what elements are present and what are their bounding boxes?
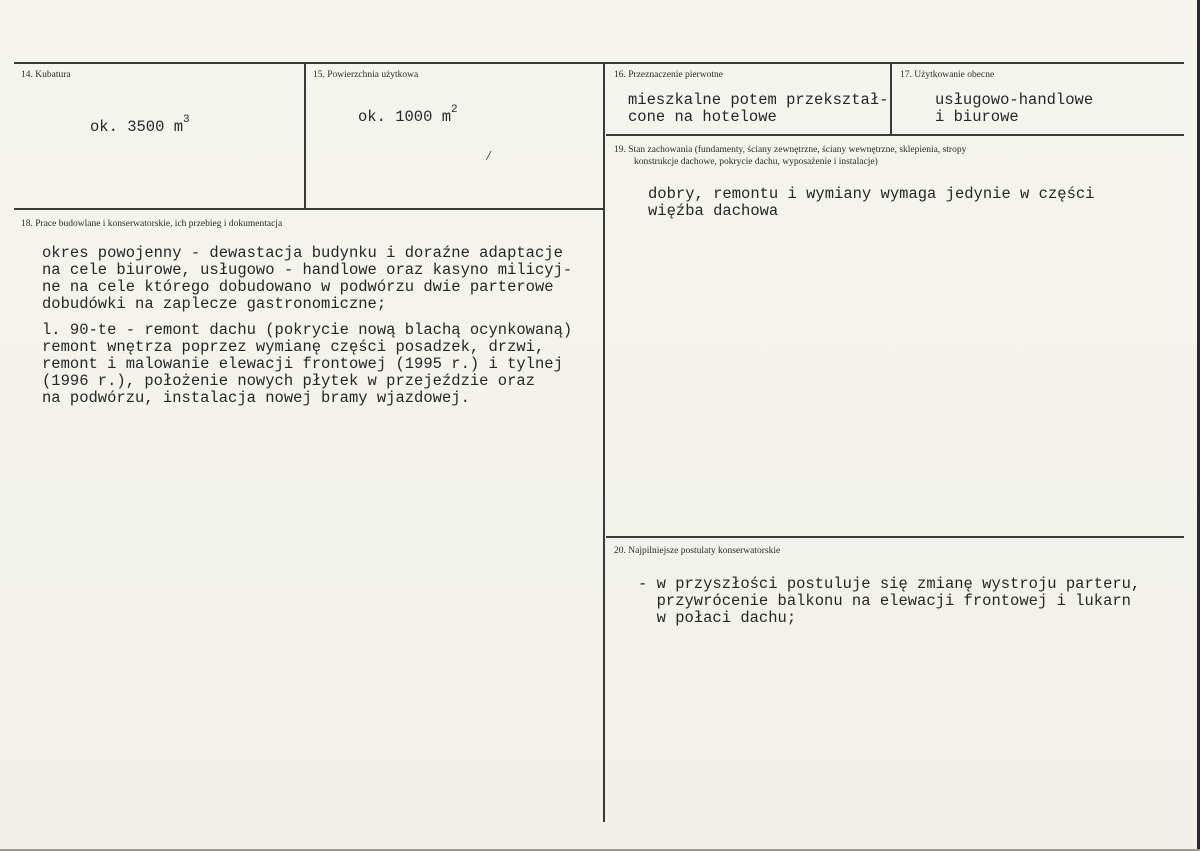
field-20-line-1: - w przyszłości postuluje się zmianę wystroju parteru, [638,575,1141,593]
field-18-para2-line-5: na podwórzu, instalacja nowej bramy wjazdowej. [42,389,470,407]
divider-16-17 [890,62,892,134]
field-14-value [90,115,190,137]
rule-above-20 [606,536,1184,538]
field-17-label: 17. Użytkowanie obecne [900,70,995,80]
field-14-unit-exponent: 3 [183,114,190,126]
field-18-label: 18. Prace budowlane i konserwatorskie, ich przebieg i dokumentacja [21,219,283,229]
field-20-line-2: przywrócenie balkonu na elewacji frontowej i lukarn [638,592,1131,610]
field-14-label: 14. Kubatura [21,70,71,80]
field-18-para2-line-3: remont i malowanie elewacji frontowej (1995 r.) i tylnej [42,355,563,373]
field-16-line-1: mieszkalne potem przekształ- [628,91,889,109]
rule-under-14-15 [14,208,604,210]
field-17-line-1: usługowo-handlowe [935,91,1094,109]
field-19-line-1: dobry, remontu i wymiany wymaga jedynie w części [648,185,1095,203]
field-19-line-2: więźba dachowa [648,202,779,220]
field-20-label: 20. Najpilniejsze postulaty konserwatorskie [614,546,781,556]
divider-14-15 [304,62,306,208]
field-14-value-text: ok. 3500 m [90,118,184,137]
field-18-para2-line-1: l. 90-te - remont dachu (pokrycie nową blachą ocynkowaną) [42,321,573,339]
field-17-line-2: i biurowe [935,108,1019,126]
field-19-label-line-1: 19. Stan zachowania (fundamenty, ściany zewnętrzne, ściany wewnętrzne, sklepienia, stropy [614,145,967,155]
field-16-line-2: cone na hotelowe [628,108,777,126]
field-18-para2-line-4: (1996 r.), położenie nowych płytek w przejeździe oraz [42,372,535,390]
field-18-para1-line-1: okres powojenny - dewastacja budynku i doraźne adaptacje [42,244,563,262]
rule-under-16-17 [606,134,1184,136]
field-18-para1-line-2: na cele biurowe, usługowo - handlowe oraz kasyno milicyj- [42,261,573,279]
field-18-para1-line-3: ne na cele którego dobudowano w podwórzu dwie parterowe [42,278,554,296]
field-18-para1-line-4: dobudówki na zaplecze gastronomiczne; [42,295,387,313]
field-19-label-line-2: konstrukcje dachowe, pokrycie dachu, wyposażenie i instalacje) [634,157,878,167]
field-20-line-3: w połaci dachu; [638,609,797,627]
stray-pen-mark: / [485,150,493,164]
top-rule [14,62,1184,64]
field-16-label: 16. Przeznaczenie pierwotne [614,70,723,80]
field-15-value-text: ok. 1000 m [358,108,452,127]
field-15-unit-exponent: 2 [451,104,458,116]
field-15-label: 15. Powierzchnia użytkowa [313,70,419,80]
field-15-value [358,105,458,127]
divider-main [603,62,605,822]
field-18-para2-line-2: remont wnętrza poprzez wymianę części posadzek, drzwi, [42,338,545,356]
